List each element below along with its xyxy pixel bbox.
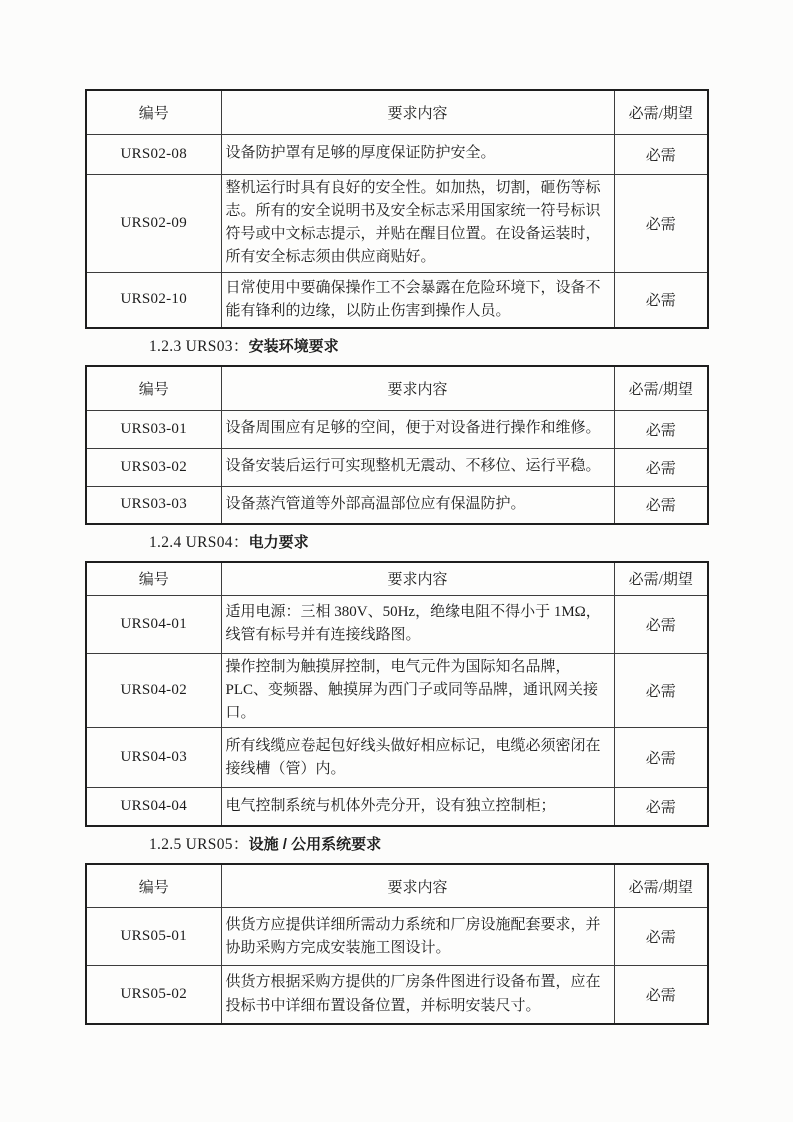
requirement-priority: 必需 bbox=[614, 728, 708, 788]
requirement-priority: 必需 bbox=[614, 410, 708, 448]
table-row bbox=[86, 728, 708, 788]
column-header-id: 编号 bbox=[86, 90, 221, 134]
requirement-content: 设备蒸汽管道等外部高温部位应有保温防护。 bbox=[221, 486, 614, 524]
requirement-content: 供货方根据采购方提供的厂房条件图进行设备布置，应在投标书中详细布置设备位置，并标明安装尺寸。 bbox=[221, 966, 614, 1024]
table-row bbox=[86, 595, 708, 653]
column-header-content: 要求内容 bbox=[221, 90, 614, 134]
requirement-id: URS05-02 bbox=[86, 966, 221, 1024]
column-header-required: 必需/期望 bbox=[614, 864, 708, 908]
requirement-content: 设备安装后运行可实现整机无震动、不移位、运行平稳。 bbox=[221, 448, 614, 486]
requirement-id: URS03-01 bbox=[86, 410, 221, 448]
section-title: 设施 / 公用系统要求 bbox=[248, 835, 382, 853]
section-title: 安装环境要求 bbox=[248, 338, 339, 355]
requirement-priority: 必需 bbox=[614, 174, 708, 272]
urs03-requirements-table bbox=[85, 365, 709, 525]
section-number: 1.2.3 URS03： bbox=[149, 338, 249, 355]
column-header-content: 要求内容 bbox=[221, 562, 614, 595]
requirement-id: URS04-02 bbox=[86, 653, 221, 728]
requirement-priority: 必需 bbox=[614, 966, 708, 1024]
requirement-content: 设备周围应有足够的空间，便于对设备进行操作和维修。 bbox=[221, 410, 614, 448]
section-heading-urs03 bbox=[149, 336, 707, 357]
requirement-content: 所有线缆应卷起包好线头做好相应标记，电缆必须密闭在接线槽（管）内。 bbox=[221, 728, 614, 788]
requirement-id: URS04-01 bbox=[86, 595, 221, 653]
table-row bbox=[86, 486, 708, 524]
section-heading-urs05 bbox=[149, 834, 707, 855]
requirement-id: URS02-09 bbox=[86, 174, 221, 272]
requirement-content: 设备防护罩有足够的厚度保证防护安全。 bbox=[221, 134, 614, 174]
requirement-id: URS02-08 bbox=[86, 134, 221, 174]
requirement-priority: 必需 bbox=[614, 134, 708, 174]
table-row bbox=[86, 908, 708, 966]
table-header-row bbox=[86, 864, 708, 908]
requirement-priority: 必需 bbox=[614, 653, 708, 728]
document-content bbox=[85, 89, 707, 1025]
column-header-content: 要求内容 bbox=[221, 864, 614, 908]
table-row bbox=[86, 653, 708, 728]
urs02-requirements-table bbox=[85, 89, 709, 329]
requirement-priority: 必需 bbox=[614, 908, 708, 966]
column-header-required: 必需/期望 bbox=[614, 366, 708, 410]
requirement-id: URS04-04 bbox=[86, 788, 221, 826]
urs04-requirements-table bbox=[85, 561, 709, 827]
requirement-priority: 必需 bbox=[614, 595, 708, 653]
requirement-priority: 必需 bbox=[614, 788, 708, 826]
requirement-priority: 必需 bbox=[614, 486, 708, 524]
table-row bbox=[86, 788, 708, 826]
column-header-id: 编号 bbox=[86, 864, 221, 908]
section-number: 1.2.5 URS05： bbox=[149, 835, 249, 853]
column-header-id: 编号 bbox=[86, 562, 221, 595]
urs05-requirements-table bbox=[85, 863, 709, 1025]
table-row bbox=[86, 448, 708, 486]
column-header-id: 编号 bbox=[86, 366, 221, 410]
requirement-priority: 必需 bbox=[614, 448, 708, 486]
requirement-content: 供货方应提供详细所需动力系统和厂房设施配套要求，并协助采购方完成安装施工图设计。 bbox=[221, 908, 614, 966]
requirement-id: URS04-03 bbox=[86, 728, 221, 788]
table-row bbox=[86, 966, 708, 1024]
table-header-row bbox=[86, 562, 708, 595]
column-header-required: 必需/期望 bbox=[614, 90, 708, 134]
table-row bbox=[86, 272, 708, 328]
requirement-id: URS03-03 bbox=[86, 486, 221, 524]
requirement-content: 日常使用中要确保操作工不会暴露在危险环境下，设备不能有锋利的边缘，以防止伤害到操作人员。 bbox=[221, 272, 614, 328]
requirement-id: URS03-02 bbox=[86, 448, 221, 486]
section-number: 1.2.4 URS04： bbox=[149, 534, 249, 551]
requirement-priority: 必需 bbox=[614, 272, 708, 328]
table-row bbox=[86, 134, 708, 174]
table-header-row bbox=[86, 366, 708, 410]
requirement-id: URS02-10 bbox=[86, 272, 221, 328]
table-header-row bbox=[86, 90, 708, 134]
requirement-content: 适用电源：三相 380V、50Hz，绝缘电阻不得小于 1MΩ，线管有标号并有连接线路图。 bbox=[221, 595, 614, 653]
requirement-content: 操作控制为触摸屏控制，电气元件为国际知名品牌，PLC、变频器、触摸屏为西门子或同等品牌，通讯网关接口。 bbox=[221, 653, 614, 728]
section-title: 电力要求 bbox=[248, 534, 309, 551]
table-row bbox=[86, 410, 708, 448]
column-header-required: 必需/期望 bbox=[614, 562, 708, 595]
column-header-content: 要求内容 bbox=[221, 366, 614, 410]
requirement-content: 整机运行时具有良好的安全性。如加热，切割，砸伤等标志。所有的安全说明书及安全标志采用国家统一符号标识符号或中文标志提示，并贴在醒目位置。在设备运装时，所有安全标志须由供应商贴好。 bbox=[221, 174, 614, 272]
requirement-id: URS05-01 bbox=[86, 908, 221, 966]
requirement-content: 电气控制系统与机体外壳分开，设有独立控制柜； bbox=[221, 788, 614, 826]
table-row bbox=[86, 174, 708, 272]
section-heading-urs04 bbox=[149, 532, 707, 553]
